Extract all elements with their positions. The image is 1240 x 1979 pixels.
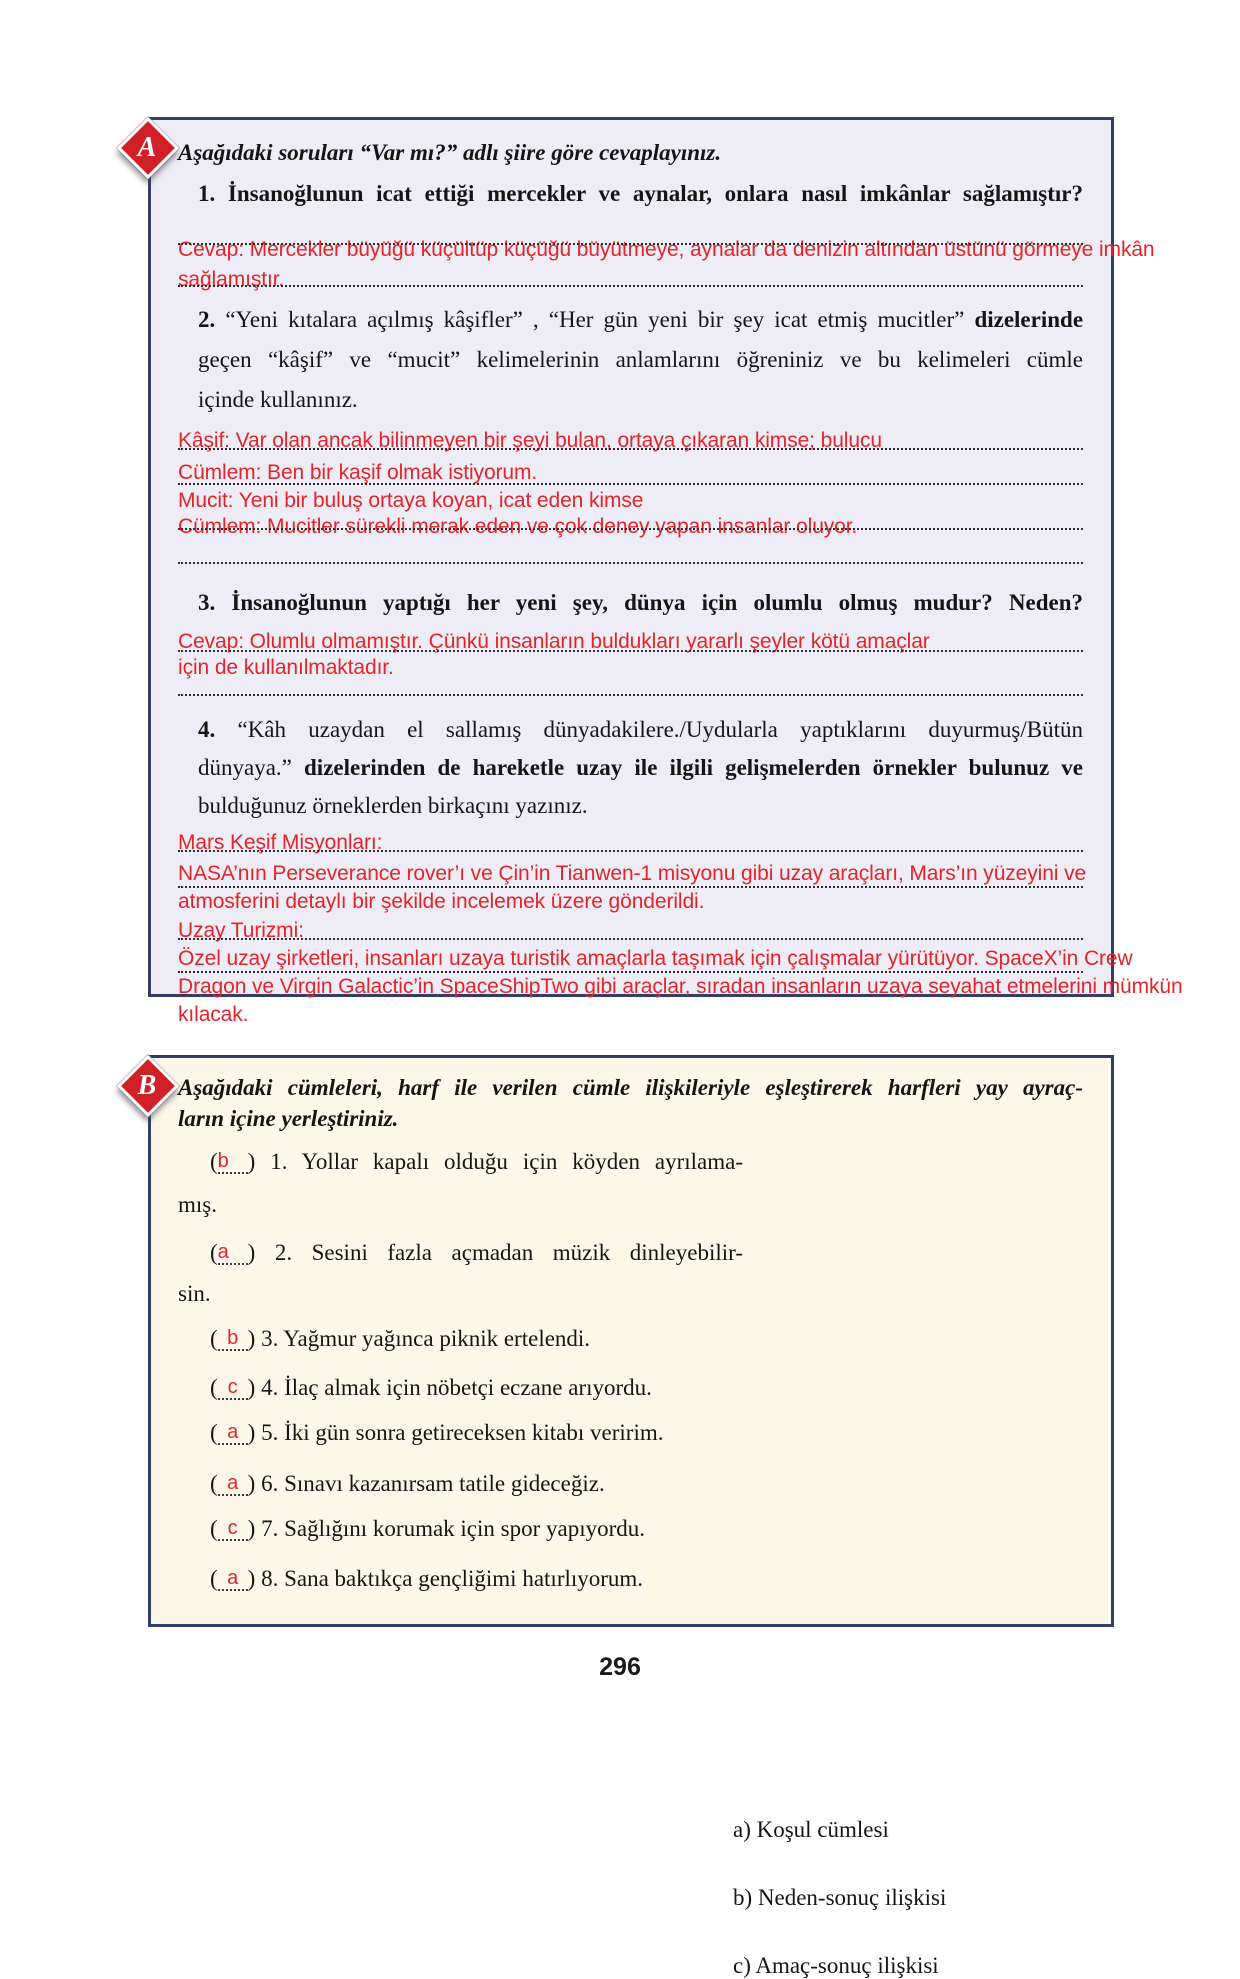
answer-line bbox=[178, 236, 1155, 263]
section-a-badge-letter: A bbox=[137, 132, 157, 163]
answer-text: Kâşif: Var olan ancak bilinmeyen bir şeyi bulan, ortaya çıkaran kimse; bulucu bbox=[178, 429, 882, 452]
answer-slot bbox=[218, 1517, 248, 1541]
answer-slot bbox=[218, 1567, 248, 1591]
dotted-line bbox=[178, 694, 1083, 696]
item-text: 4. İlaç almak için nöbetçi eczane arıyordu. bbox=[261, 1375, 652, 1400]
answer-text: Cümlem: Mucitler sürekli merak eden ve çok deney yapan insanlar oluyor. bbox=[178, 515, 858, 538]
answer-letter: c bbox=[227, 1517, 238, 1539]
answer-line bbox=[178, 888, 1083, 915]
option-c: c) Amaç-sonuç ilişkisi bbox=[733, 1953, 939, 1978]
section-a-badge bbox=[117, 117, 179, 179]
section-b-badge bbox=[117, 1055, 179, 1117]
item-text: 8. Sana baktıkça gençliğimi hatırlıyorum. bbox=[261, 1566, 644, 1591]
answer-line bbox=[178, 427, 1083, 454]
answer-text: Mucit: Yeni bir buluş ortaya koyan, icat eden kimse bbox=[178, 489, 644, 512]
option-a: a) Koşul cümlesi bbox=[733, 1817, 889, 1842]
section-b-heading bbox=[178, 1072, 1083, 1134]
match-item-4: ( c ) 4. İlaç almak için nöbetçi eczane arıyordu. bbox=[210, 1375, 652, 1400]
dotted-line bbox=[178, 562, 1083, 564]
answer-slot bbox=[218, 1472, 248, 1496]
empty-answer-line bbox=[178, 687, 1083, 697]
question-number: 2. bbox=[198, 307, 216, 332]
heading-line: Aşağıdaki cümleleri, harf ile verilen cümle ilişkileriyle eşleştirerek harfleri yay ayraç- bbox=[178, 1075, 1083, 1100]
answer-line bbox=[178, 655, 1083, 680]
question-bold: dizelerinden de hareketle uzay ile ilgili gelişmelerden örnekler bulunuz ve bbox=[304, 755, 1084, 780]
section-a-heading: Aşağıdaki soruları “Var mı?” adlı şiire göre cevaplayınız. bbox=[178, 140, 722, 165]
question-quote: “Yeni kıtalara açılmış kâşifler” , “Her gün yeni bir şey icat etmiş mucitler” bbox=[225, 307, 965, 332]
answer-line bbox=[178, 487, 1083, 514]
match-item-3: ( b ) 3. Yağmur yağınca piknik ertelendi. bbox=[210, 1326, 591, 1351]
match-item-8: ( a ) 8. Sana baktıkça gençliğimi hatırlıyorum. bbox=[210, 1566, 644, 1591]
answer-text: sağlamıştır. bbox=[178, 268, 285, 291]
question-1: 1. İnsanoğlunun icat ettiği mercekler ve aynalar, onlara nasıl imkânlar sağlamıştır? bbox=[198, 181, 1083, 206]
answer-letter: b bbox=[227, 1327, 239, 1349]
answer-text: için de kullanılmaktadır. bbox=[178, 656, 394, 679]
answer-letter: a bbox=[227, 1472, 239, 1494]
question-quote: “Kâh uzaydan el sallamış dünyadakilere./Uydularla yaptıklarını duyurmuş/Bütün bbox=[237, 717, 1083, 742]
item-text: 2. Sesini fazla açmadan müzik dinleyebilir- bbox=[274, 1240, 743, 1265]
answer-slot bbox=[218, 1327, 248, 1351]
answer-letter: c bbox=[227, 1376, 238, 1398]
answer-text: Özel uzay şirketleri, insanları uzaya turistik amaçlarla taşımak için çalışmalar yürütüyor. SpaceX’in Crew bbox=[178, 947, 1133, 970]
question-quote: dünyaya.” bbox=[198, 755, 292, 780]
match-item-5: ( a ) 5. İki gün sonra getireceksen kitabı veririm. bbox=[210, 1420, 664, 1445]
answer-line bbox=[178, 829, 1083, 856]
answer-slot bbox=[218, 1376, 248, 1400]
empty-answer-line bbox=[178, 555, 1083, 565]
match-item-2: (a ) 2. Sesini fazla açmadan müzik dinleyebilir- bbox=[210, 1240, 743, 1265]
dotted-line bbox=[178, 285, 1083, 287]
answer-letter: a bbox=[227, 1567, 239, 1589]
answer-slot bbox=[218, 1241, 248, 1265]
answer-text: Dragon ve Virgin Galactic’in SpaceShipTwo gibi araçlar, sıradan insanların uzaya seyahat etmelerini mümkün bbox=[178, 975, 1183, 998]
answer-text: NASA’nın Perseverance rover’ı ve Çin’in Tianwen-1 misyonu gibi uzay araçları, Mars’ın yüzeyini ve bbox=[178, 862, 1087, 885]
match-item-7: ( c ) 7. Sağlığını korumak için spor yapıyordu. bbox=[210, 1516, 646, 1541]
page-number: 296 bbox=[599, 1653, 641, 1681]
answer-line bbox=[178, 459, 1083, 486]
answer-text: Mars Keşif Misyonları: bbox=[178, 831, 383, 854]
section-b-badge-letter: B bbox=[137, 1070, 157, 1101]
question-3: 3. İnsanoğlunun yaptığı her yeni şey, dünya için olumlu olmuş mudur? Neden? bbox=[198, 590, 1083, 615]
answer-line bbox=[178, 945, 1133, 972]
match-item-1: (b ) 1. Yollar kapalı olduğu için köyden ayrılama- bbox=[210, 1149, 743, 1174]
question-line: geçen “kâşif” ve “mucit” kelimelerinin anlamlarını öğreniniz ve bu kelimeleri cümle bbox=[198, 347, 1083, 372]
answer-letter: a bbox=[217, 1241, 229, 1263]
question-2 bbox=[178, 300, 1083, 420]
answer-slot bbox=[218, 1421, 248, 1445]
answer-text: Cevap: Mercekler büyüğü küçültüp küçüğü büyütmeye, aynalar da denizin altından üstünü görmeye imkân bbox=[178, 238, 1155, 261]
answer-line bbox=[178, 628, 1083, 655]
answer-text: Uzay Turizmi: bbox=[178, 919, 304, 942]
answer-text: Cümlem: Ben bir kaşif olmak istiyorum. bbox=[178, 461, 538, 484]
option-b: b) Neden-sonuç ilişkisi bbox=[733, 1885, 947, 1910]
heading-line: ların içine yerleştiriniz. bbox=[178, 1106, 399, 1131]
question-line: bulduğunuz örneklerden birkaçını yazınız. bbox=[198, 793, 588, 818]
item-text: 6. Sınavı kazanırsam tatile gideceğiz. bbox=[261, 1471, 605, 1496]
match-item-6: ( a ) 6. Sınavı kazanırsam tatile gideceğiz. bbox=[210, 1471, 605, 1496]
question-bold: dizelerinde bbox=[974, 307, 1084, 332]
answer-line bbox=[178, 514, 1083, 539]
answer-line bbox=[178, 917, 1083, 944]
match-item-2-continuation: sin. bbox=[178, 1281, 211, 1306]
question-number: 4. bbox=[198, 717, 216, 742]
item-text: 1. Yollar kapalı olduğu için köyden ayrılama- bbox=[270, 1149, 743, 1174]
item-text: 7. Sağlığını korumak için spor yapıyordu. bbox=[261, 1516, 646, 1541]
dotted-line bbox=[178, 938, 1083, 940]
section-a-box bbox=[137, 117, 1183, 1026]
answer-line bbox=[178, 1001, 1083, 1028]
item-text: 5. İki gün sonra getireceksen kitabı veririm. bbox=[261, 1420, 664, 1445]
answer-slot bbox=[218, 1150, 248, 1174]
answer-line bbox=[178, 860, 1087, 887]
answer-text: kılacak. bbox=[178, 1003, 249, 1026]
answer-line bbox=[178, 973, 1183, 1000]
question-line: içinde kullanınız. bbox=[198, 387, 358, 412]
question-4 bbox=[178, 711, 1083, 825]
match-item-1-continuation: mış. bbox=[178, 1192, 217, 1217]
answer-text: atmosferini detaylı bir şekilde incelemek üzere gönderildi. bbox=[178, 890, 705, 913]
answer-line bbox=[178, 266, 1083, 293]
answer-text: Cevap: Olumlu olmamıştır. Çünkü insanların buldukları yararlı şeyler kötü amaçlar bbox=[178, 630, 930, 653]
item-text: 3. Yağmur yağınca piknik ertelendi. bbox=[261, 1326, 591, 1351]
answer-letter: b bbox=[217, 1150, 229, 1172]
answer-letter: a bbox=[227, 1421, 239, 1443]
